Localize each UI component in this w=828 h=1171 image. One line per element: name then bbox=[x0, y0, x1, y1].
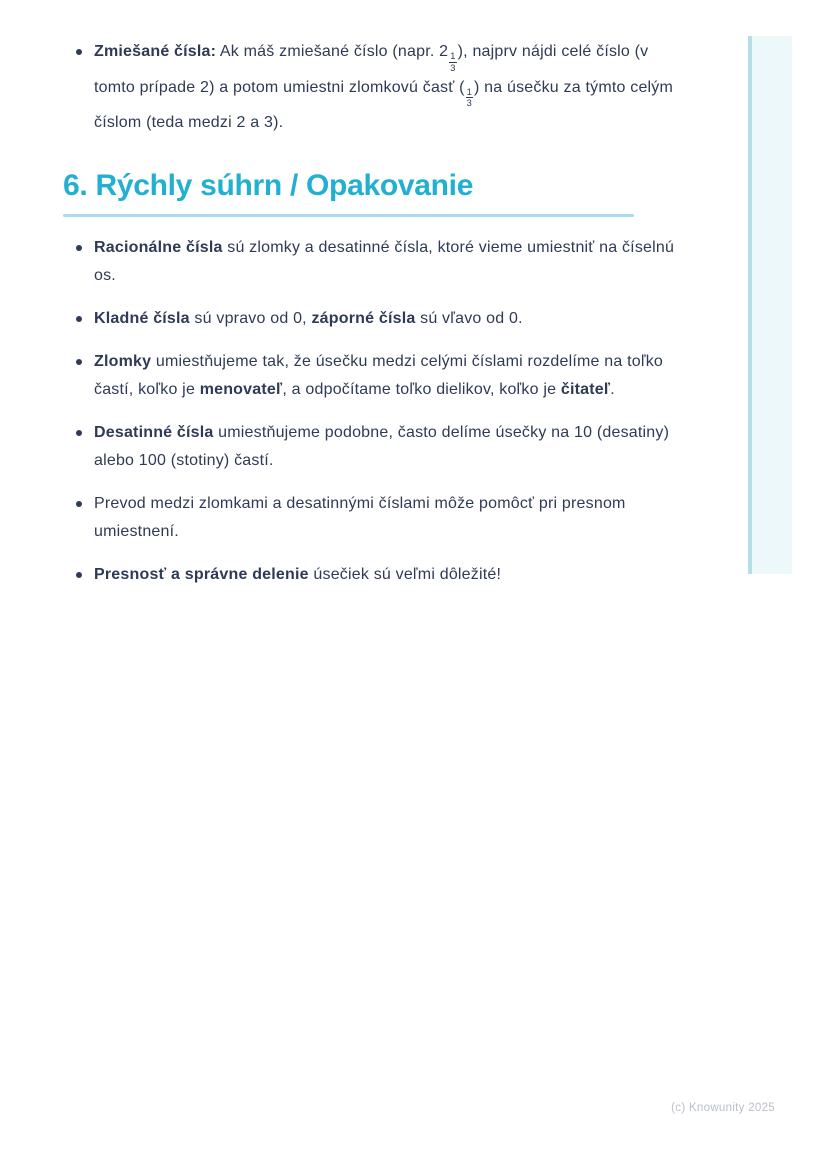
side-accent-bar bbox=[748, 36, 792, 574]
section-heading: 6. Rýchly súhrn / Opakovanie bbox=[63, 169, 474, 203]
list-item: Zlomky umiestňujeme tak, že úsečku medzi celými číslami rozdelíme na toľko častí, koľko je menovateľ, a odpočítame toľko dielikov, koľko je čitateľ. bbox=[63, 348, 681, 404]
list-item: Presnosť a správne delenie úsečiek sú veľmi dôležité! bbox=[63, 561, 681, 589]
list-item: Racionálne čísla sú zlomky a desatinné čísla, ktoré vieme umiestniť na číselnú os. bbox=[63, 234, 681, 290]
intro-bullet-list bbox=[63, 38, 681, 137]
summary-bullet-list bbox=[63, 234, 681, 589]
list-item: Zmiešané čísla: Ak máš zmiešané číslo (napr. 2 $\frac{1}{3}$ ), najprv nájdi celé číslo (v tomto prípade 2) a potom umiestni zlomkovú časť ( $\frac{1}{3}$ ) na úsečku za týmto celým číslom (teda medzi 2 a 3). bbox=[63, 38, 681, 137]
footer-credit: (c) Knowunity 2025 bbox=[671, 1102, 775, 1114]
fraction: $\frac{1}{3}$ bbox=[466, 86, 472, 109]
heading-underline bbox=[63, 214, 634, 217]
list-item: Prevod medzi zlomkami a desatinnými číslami môže pomôcť pri presnom umiestnení. bbox=[63, 490, 681, 546]
list-item: Desatinné čísla umiestňujeme podobne, často delíme úsečky na 10 (desatiny) alebo 100 (stotiny) častí. bbox=[63, 419, 681, 475]
list-item: Kladné čísla sú vpravo od 0, záporné čísla sú vľavo od 0. bbox=[63, 305, 681, 333]
document-page-content bbox=[63, 38, 681, 604]
fraction: $\frac{1}{3}$ bbox=[450, 51, 456, 73]
